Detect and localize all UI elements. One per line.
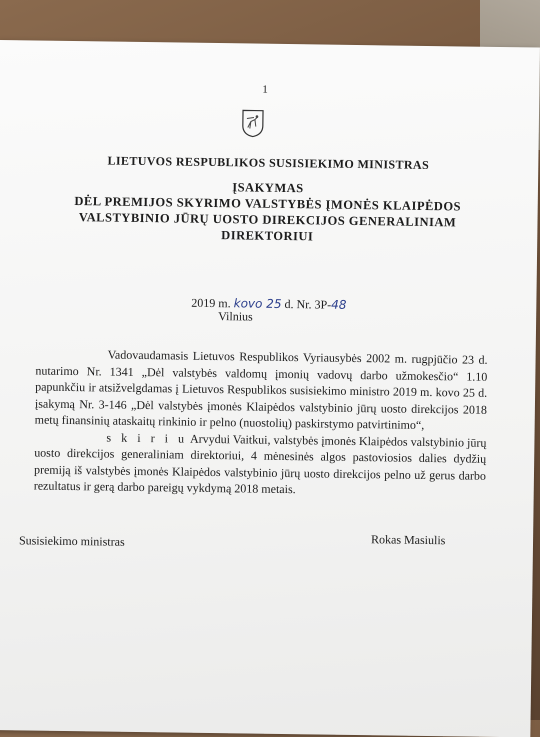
signatory-title: Susisiekimo ministras <box>18 533 125 549</box>
handwritten-date: kovo 25 <box>233 296 282 311</box>
skiriu-word: s k i r i u <box>106 430 188 446</box>
doc-type: ĮSAKYMAS <box>232 180 304 196</box>
ministry-heading: LIETUVOS RESPUBLIKOS SUSISIEKIMO MINISTRAS <box>107 153 430 173</box>
body-text <box>34 346 488 501</box>
place: Vilnius <box>218 309 253 324</box>
paragraph-decision <box>34 428 487 500</box>
order-title <box>37 177 498 247</box>
title-line: DIREKTORIUI <box>221 228 314 244</box>
date-line <box>191 296 346 313</box>
handwritten-number: 48 <box>331 297 347 312</box>
date-year: 2019 m. <box>191 295 231 311</box>
page-number: 1 <box>262 83 268 96</box>
title-line: DĖL PREMIJOS SKYRIMO VALSTYBĖS ĮMONĖS KLAIPĖDOS <box>74 194 462 214</box>
decision-text: Arvydui Vaitkui, valstybės įmonės Klaipėdos valstybinio jūrų uosto direkcijos generaliniam direktoriui, 4 mėnesinės algos pastoviosios dalies dydžių premiją iš valstybės įmonės Klaipėdos valstybinio jūrų uosto direkcijos pelno už gerus darbo rezultatus ir gerą darbo pareigų vykdymą 2018 metais. <box>33 431 487 497</box>
document-page <box>0 40 540 737</box>
lithuanian-coat-of-arms-icon <box>242 109 264 137</box>
title-line: VALSTYBINIO JŪRŲ UOSTO DIREKCIJOS GENERALINIAM <box>78 210 457 230</box>
paragraph-basis: Vadovaudamasis Lietuvos Respublikos Vyriausybės 2002 m. rugpjūčio 23 d. nutarimo Nr. 1341 „Dėl valstybės valdomų įmonių vadovų darbo užmokesčio“ 1.10 papunkčiu ir atsižvelgdamas į Lietuvos Respublikos susisiekimo ministro 2019 m. kovo 25 d. įsakymą Nr. 3-146 „Dėl valstybės įmonės Klaipėdos valstybinio jūrų uosto direkcijos 2018 metų finansinių ataskaitų rinkinio ir pelno (nuostolių) paskirstymo patvirtinimo“, <box>34 347 488 432</box>
signatory-name: Rokas Masiulis <box>370 532 446 548</box>
date-number-label: d. Nr. 3P- <box>284 296 332 312</box>
